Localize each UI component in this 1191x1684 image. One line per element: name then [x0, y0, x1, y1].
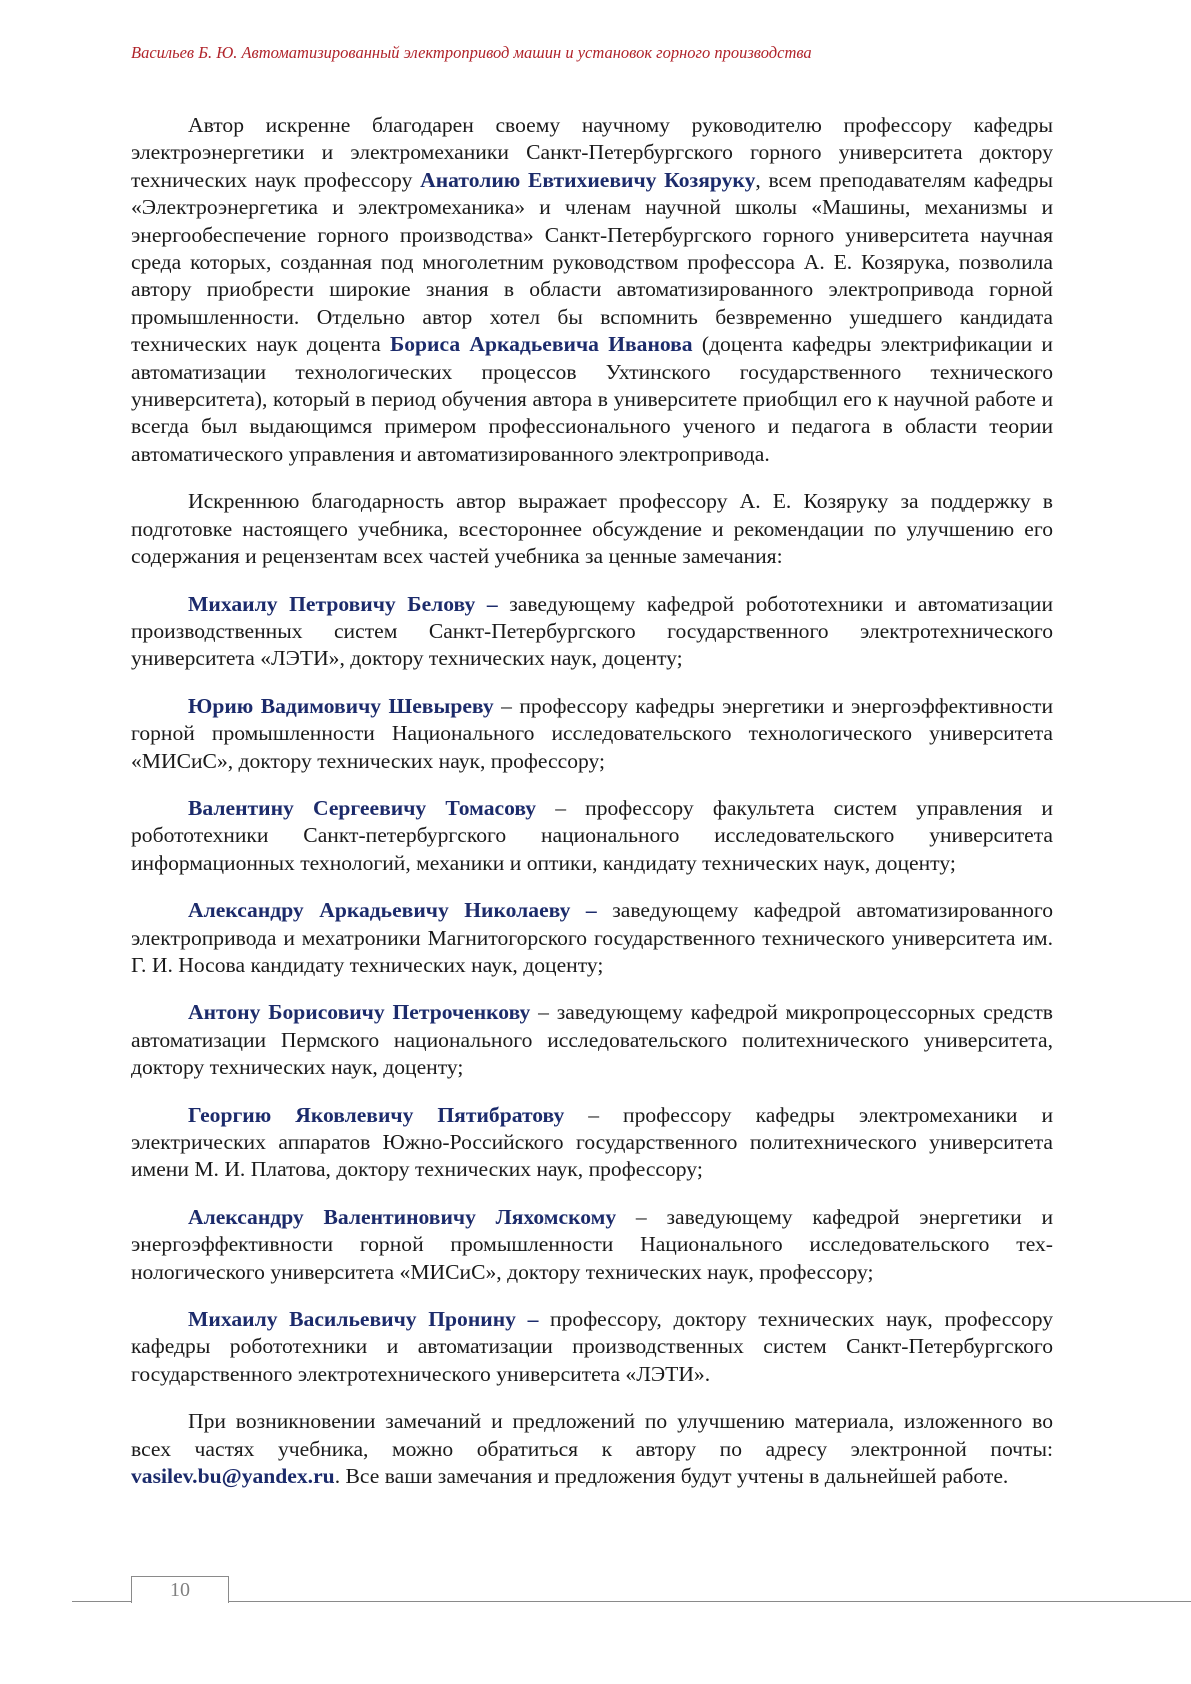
reviewer-entry [131, 897, 1053, 979]
reviewer-desc: заведующему кафедрой робототехники и автоматизации производственных систем Санкт-Петербургского государственного электротехнического университета «ЛЭТИ», доктору технических наук, доценту; [131, 591, 1053, 671]
running-head: Васильев Б. Ю. Автоматизированный электропривод машин и установок горного производства [131, 43, 812, 62]
reviewer-name: Александру Валентиновичу Ляхомскому [188, 1204, 617, 1229]
text-run: (доцента кафедры электрификации и автоматизации технологических процессов Ухтинского государственного технического университета), который в период обучения автора в университете приобщил его к научной работе и всегда был выдающимся примером профессионального ученого и педагога в области теории автоматического управления и автоматизированного электропривода. [131, 332, 1053, 466]
text-run: При возникновении замечаний и предложений по улучшению материала, изложенного во всех частях учебника, можно обратиться к автору по адресу электронной почты: [131, 1409, 1053, 1461]
reviewer-desc: заведующему кафедрой автоматизированного электропривода и мехатроники Магнитогорского государственного технического университета им. Г. И. Носова кандидату технических наук, доценту; [131, 898, 1053, 977]
email-link[interactable]: vasilev.bu@yandex.ru [131, 1464, 335, 1489]
reviewer-desc: профессору, доктору технических наук, профессору кафедры робототехники и автоматизации производственных систем Санкт-Петербургского государственного электротехнического университета «ЛЭТИ». [131, 1307, 1053, 1386]
reviewer-entry [131, 795, 1053, 877]
footer-rule [72, 1601, 1191, 1602]
reviewer-entry [131, 1102, 1053, 1184]
page-body [131, 112, 1053, 1510]
reviewer-name: Юрию Вадимовичу Шевыреву [188, 693, 494, 718]
reviewer-desc: – заведующему кафедрой микропроцессорных средств автоматизации Пермского национального исследовательского политехнического университета, доктору технических наук, доценту; [131, 1000, 1053, 1080]
reviewer-entry [131, 1204, 1053, 1286]
page-number: 10 [170, 1579, 190, 1601]
text-run: , всем преподавателям кафедры «Электроэнергетика и электромеханика» и членам научной школы «Машины, механизмы и энергообеспечение горного производства» Санкт-Петербургского горного университета научная среда которых, созданная под многолетним руководством профессора А. Е. Козярука, позволила автору приобрести широкие знания в области автоматизированного электропривода горной промышленности. Отдельно автор хотел бы вспомнить безвременно ушедшего кандидата технических наук доцента [131, 167, 1053, 357]
person-name: Анатолию Евтихиевичу Козяруку [420, 167, 756, 192]
gratitude-paragraph: Искреннюю благодарность автор выражает профессору А. Е. Козяруку за поддержку в подготовке настоящего учебника, всестороннее обсуждение и рекомендации по улучшению его содержания и рецензентам всех частей учебника за ценные замечания: [131, 489, 1053, 569]
reviewer-name: Михаилу Васильевичу Пронину – [188, 1307, 539, 1332]
text-run: Автор искренне благодарен своему научному руководителю профессору кафедры электроэнергетики и электромеханики Санкт-Петербургского горного университета доктору технических наук профессору [131, 113, 1053, 192]
reviewer-entry [131, 591, 1053, 673]
person-name: Бориса Аркадьевича Иванова [389, 332, 693, 357]
page-number-box [131, 1576, 229, 1603]
reviewer-name: Михаилу Петровичу Белову – [188, 591, 498, 616]
reviewer-entry [131, 693, 1053, 775]
reviewer-desc: – заведующему кафедрой энергетики и энергоэффективности горной промышленности Национального исследовательского технологического университета «МИСиС», доктору технических наук, профессору; [131, 1204, 1054, 1284]
reviewer-desc: – профессору кафедры энергетики и энергоэффективности горной промышленности Национального исследовательского технологического университета «МИСиС», доктору технических наук, профессору; [131, 693, 1054, 773]
acknowledgement-paragraph [131, 112, 1053, 468]
reviewer-desc: – профессору факультета систем управления и робототехники Санкт-петербургского национального исследовательского университета информационных технологий, механики и оптики, кандидату технических наук, доценту; [131, 795, 1053, 875]
reviewer-entry [131, 999, 1053, 1081]
reviewer-name: Георгию Яковлевичу Пятибратову [188, 1102, 565, 1127]
reviewer-name: Александру Аркадьевичу Николаеву – [188, 898, 597, 923]
contact-paragraph [131, 1408, 1053, 1490]
reviewer-name: Валентину Сергеевичу Томасову [188, 795, 537, 820]
reviewer-desc: – профессору кафедры электромеханики и электрических аппаратов Южно-Российского государственного политехнического университета имени М. И. Платова, доктору технических наук, профессору; [131, 1102, 1053, 1182]
reviewer-entry [131, 1306, 1053, 1388]
reviewer-name: Антону Борисовичу Петроченкову [188, 1000, 531, 1025]
text-run: . Все ваши замечания и предложения будут учтены в дальнейшей работе. [334, 1464, 1009, 1489]
